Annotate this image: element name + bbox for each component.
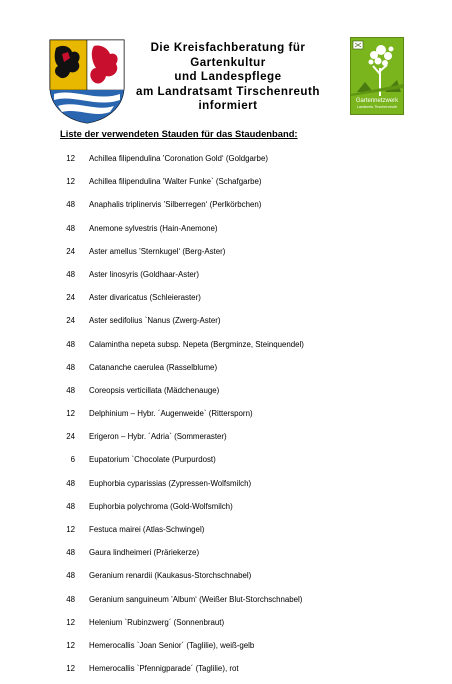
plant-quantity: 48 (66, 385, 75, 395)
plant-quantity: 24 (66, 432, 75, 442)
page-header (0, 0, 452, 130)
list-item (0, 337, 452, 360)
list-item (0, 197, 452, 220)
list-item (0, 267, 452, 290)
plant-name: Delphinium – Hybr. ´Augenweide` (Rittersporn) (89, 409, 253, 419)
list-item (0, 244, 452, 267)
list-item (0, 406, 452, 429)
list-item (0, 545, 452, 568)
plant-name: Achillea filipendulina ’Walter Funke` (Schafgarbe) (89, 177, 262, 187)
plant-quantity: 48 (66, 269, 75, 279)
plant-name: Anemone sylvestris (Hain-Anemone) (89, 223, 218, 233)
plant-name: Aster amellus ’Sternkugel‘ (Berg-Aster) (89, 246, 226, 256)
plant-name: Achillea filipendulina ’Coronation Gold‘ (Goldgarbe) (89, 154, 268, 163)
list-item (0, 476, 452, 499)
plant-name: Aster divaricatus (Schleieraster) (89, 293, 201, 303)
list-item (0, 429, 452, 452)
plant-name: Aster linosyris (Goldhaar-Aster) (89, 269, 200, 279)
plant-name: Coreopsis verticillata (Mädchenauge) (89, 385, 220, 395)
title-line: Die Kreisfachberatung für (150, 41, 306, 54)
title-line: und Landespflege (174, 70, 282, 84)
plant-quantity: 12 (66, 617, 75, 627)
list-heading: Liste der verwendeten Stauden für das Staudenband: (60, 128, 298, 139)
plant-name: Eupatorium `Chocolate (Purpurdost) (89, 455, 216, 465)
plant-name: Hemerocallis `Pfennigparade´ (Taglilie), rot (89, 664, 239, 674)
plant-quantity: 12 (66, 664, 75, 674)
plant-quantity: 12 (66, 525, 75, 534)
list-item (0, 383, 452, 406)
plant-quantity: 24 (66, 293, 75, 303)
plant-quantity: 48 (66, 362, 75, 372)
plant-quantity: 12 (66, 177, 75, 187)
list-item (0, 592, 452, 615)
plant-name: Helenium `Rubinzwerg´ (Sonnenbraut) (89, 617, 225, 627)
plant-quantity: 24 (66, 316, 75, 326)
list-item (0, 568, 452, 591)
plant-quantity: 48 (66, 223, 75, 233)
list-item (0, 522, 452, 545)
document-title (128, 41, 328, 114)
list-item (0, 174, 452, 197)
plant-name: Calamintha nepeta subsp. Nepeta (Bergminze, Steinquendel) (89, 339, 304, 349)
title-line: Gartenkultur (190, 55, 266, 69)
plant-quantity: 48 (66, 200, 75, 210)
plant-name: Euphorbia cyparissias (Zypressen-Wolfsmilch) (89, 478, 252, 488)
list-item (0, 290, 452, 313)
plant-list (0, 151, 452, 684)
logo-subtitle: Landkreis Tirschenreuth (356, 105, 398, 109)
list-item (0, 452, 452, 475)
list-item (0, 313, 452, 336)
plant-quantity: 48 (66, 571, 75, 581)
title-line: informiert (198, 99, 258, 113)
plant-quantity: 24 (66, 246, 75, 256)
plant-quantity: 48 (66, 501, 75, 511)
logo-title: Gartennetzwerk (355, 98, 399, 104)
plant-quantity: 12 (66, 409, 75, 419)
list-item (0, 638, 452, 661)
plant-name: Aster sedifolius `Nanus (Zwerg-Aster) (89, 316, 221, 326)
plant-quantity: 12 (66, 640, 75, 650)
plant-quantity: 12 (66, 154, 75, 163)
plant-name: Erigeron – Hybr. ´Adria` (Sommeraster) (89, 432, 227, 442)
plant-name: Geranium sanguineum ’Album‘ (Weißer Blut-Storchschnabel) (89, 594, 303, 604)
list-item (0, 615, 452, 638)
plant-name: Geranium renardii (Kaukasus-Storchschnabel) (89, 571, 252, 581)
coat-of-arms-icon (48, 38, 126, 124)
plant-quantity: 48 (66, 548, 75, 558)
gartennetzwerk-logo (350, 37, 404, 115)
plant-quantity: 6 (70, 455, 75, 465)
list-item (0, 360, 452, 383)
plant-name: Euphorbia polychroma (Gold-Wolfsmilch) (89, 501, 233, 511)
plant-quantity: 48 (66, 478, 75, 488)
plant-name: Anaphalis triplinervis ’Silberregen‘ (Perlkörbchen) (89, 200, 262, 210)
plant-name: Festuca mairei (Atlas-Schwingel) (89, 525, 205, 534)
plant-quantity: 48 (66, 339, 75, 349)
tree-icon (351, 38, 403, 96)
plant-name: Catananche caerulea (Rasselblume) (89, 362, 218, 372)
plant-quantity: 48 (66, 594, 75, 604)
list-item (0, 499, 452, 522)
plant-name: Hemerocallis `Joan Senior´ (Taglilie), weiß-gelb (89, 640, 255, 650)
plant-name: Gaura lindheimeri (Präriekerze) (89, 548, 200, 558)
title-line: am Landratsamt Tirschenreuth (136, 84, 320, 98)
list-item (0, 221, 452, 244)
list-item (0, 661, 452, 684)
list-item (0, 151, 452, 174)
